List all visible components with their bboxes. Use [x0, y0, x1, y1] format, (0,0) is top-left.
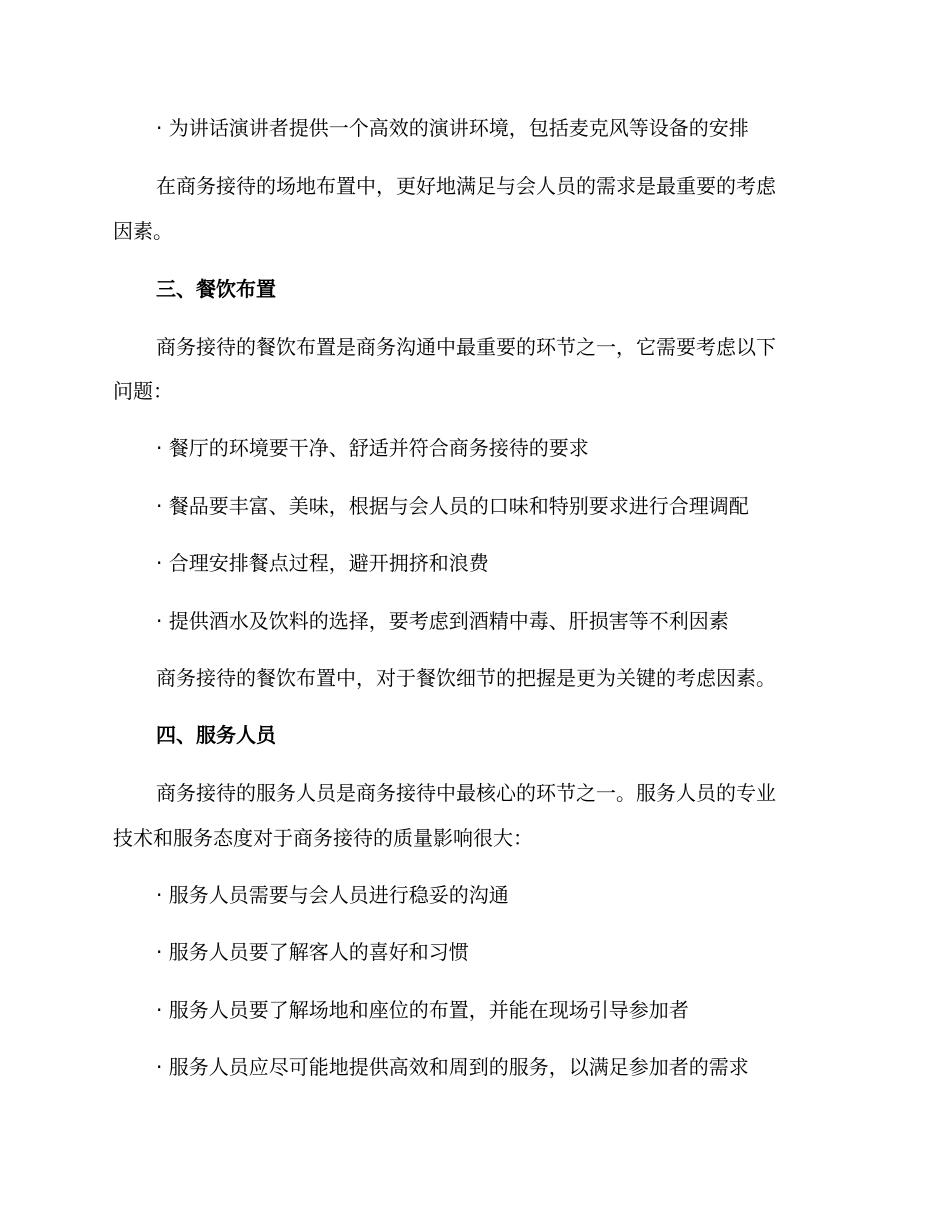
paragraph-line: 商务接待的服务人员是商务接待中最核心的环节之一。服务人员的专业 — [156, 781, 776, 805]
paragraph-line: 商务接待的餐饮布置中，对于餐饮细节的把握是更为关键的考虑因素。 — [156, 666, 776, 690]
bullet-item: · 餐厅的环境要干净、舒适并符合商务接待的要求 — [156, 436, 589, 460]
bullet-item: · 合理安排餐点过程，避开拥挤和浪费 — [156, 551, 489, 575]
section-heading: 三、餐饮布置 — [156, 277, 276, 301]
paragraph-line: 在商务接待的场地布置中，更好地满足与会人员的需求是最重要的考虑 — [156, 174, 776, 198]
section-heading: 四、服务人员 — [156, 723, 276, 747]
bullet-item: · 餐品要丰富、美味，根据与会人员的口味和特别要求进行合理调配 — [156, 494, 749, 518]
bullet-item: · 提供酒水及饮料的选择，要考虑到酒精中毒、肝损害等不利因素 — [156, 609, 729, 633]
bullet-item: · 服务人员应尽可能地提供高效和周到的服务，以满足参加者的需求 — [156, 1055, 749, 1079]
bullet-item: · 服务人员需要与会人员进行稳妥的沟通 — [156, 883, 509, 907]
bullet-item: · 为讲话演讲者提供一个高效的演讲环境，包括麦克风等设备的安排 — [156, 116, 749, 140]
paragraph-line: 技术和服务态度对于商务接待的质量影响很大： — [113, 826, 533, 850]
bullet-item: · 服务人员要了解客人的喜好和习惯 — [156, 940, 469, 964]
paragraph-line: 商务接待的餐饮布置是商务沟通中最重要的环节之一，它需要考虑以下 — [156, 335, 776, 359]
paragraph-line: 因素。 — [113, 219, 173, 243]
paragraph-line: 问题： — [113, 379, 173, 403]
bullet-item: · 服务人员要了解场地和座位的布置，并能在现场引导参加者 — [156, 998, 689, 1022]
